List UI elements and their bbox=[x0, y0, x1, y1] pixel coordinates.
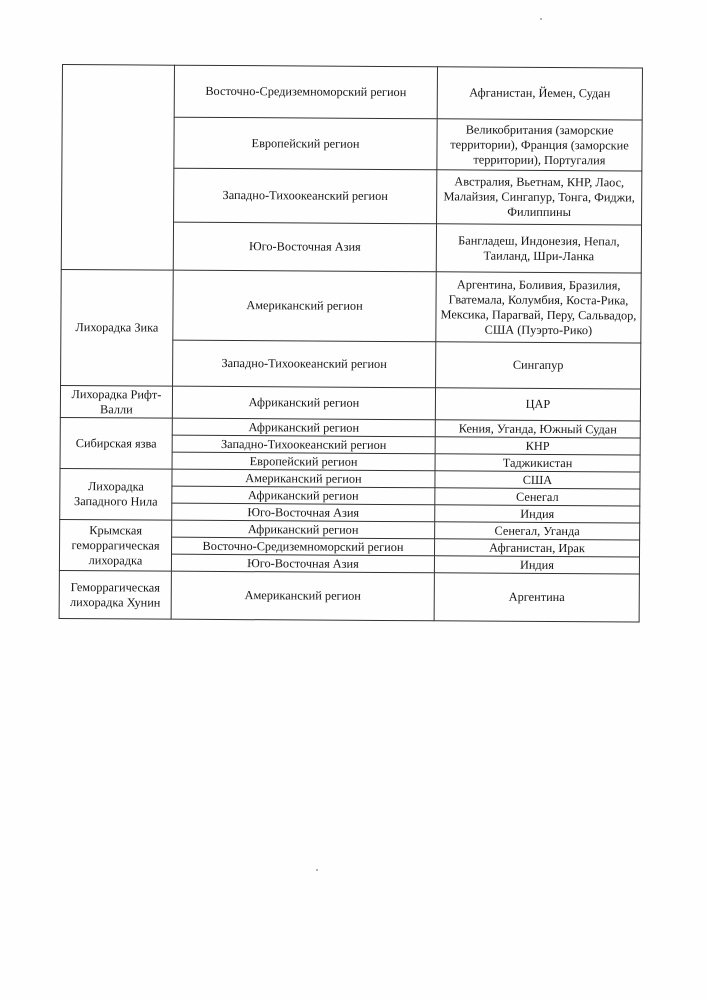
countries-cell: Индия bbox=[434, 556, 639, 574]
region-cell: Американский регион bbox=[171, 571, 434, 621]
countries-cell: Аргентина bbox=[434, 573, 639, 622]
table-row bbox=[59, 570, 639, 622]
region-cell: Юго-Восточная Азия bbox=[171, 554, 434, 573]
countries-cell: ЦАР bbox=[435, 388, 640, 421]
scan-speck bbox=[316, 869, 318, 871]
region-cell: Африканский регион bbox=[172, 386, 435, 420]
region-cell: Западно-Тихоокеанский регион bbox=[174, 168, 437, 224]
table-row bbox=[60, 385, 640, 421]
table-row bbox=[60, 519, 640, 540]
region-cell: Европейский регион bbox=[172, 452, 435, 471]
table-row bbox=[61, 269, 641, 343]
countries-cell: Афганистан, Ирак bbox=[435, 539, 640, 557]
countries-cell: Сенегал bbox=[435, 488, 640, 506]
table-row bbox=[62, 65, 642, 121]
disease-cell: Лихорадка Зика bbox=[61, 269, 174, 386]
countries-cell: Австралия, Вьетнам, КНР, Лаос, Малайзия, Сингапур, Тонга, Фиджи, Филиппины bbox=[437, 170, 642, 225]
countries-cell: КНР bbox=[435, 437, 640, 455]
disease-cell: Лихорадка Западного Нила bbox=[60, 468, 172, 520]
region-cell: Восточно-Средиземноморский регион bbox=[174, 65, 437, 119]
countries-cell: Индия bbox=[435, 505, 640, 523]
countries-cell: Великобритания (заморские территории), Франция (заморские территории), Португалия bbox=[437, 119, 642, 171]
table-row bbox=[60, 417, 640, 438]
disease-cell: Лихорадка Рифт-Валли bbox=[60, 385, 172, 418]
disease-cell bbox=[61, 65, 174, 271]
region-cell: Западно-Тихоокеанский регион bbox=[172, 435, 435, 454]
region-cell: Африканский регион bbox=[172, 486, 435, 505]
disease-cell: Крымская геморрагическая лихорадка bbox=[59, 519, 171, 571]
region-cell: Американский регион bbox=[172, 469, 435, 488]
disease-cell: Сибирская язва bbox=[60, 417, 172, 469]
countries-cell: США bbox=[435, 471, 640, 489]
disease-cell: Геморрагическая лихорадка Хунин bbox=[59, 570, 171, 619]
countries-cell: Бангладеш, Индонезия, Непал, Таиланд, Шри-Ланка bbox=[436, 224, 641, 273]
disease-region-table bbox=[59, 64, 643, 623]
countries-cell: Кения, Уганда, Южный Судан bbox=[435, 420, 640, 438]
table-row bbox=[60, 468, 640, 489]
countries-cell: Таджикистан bbox=[435, 454, 640, 472]
region-cell: Африканский регион bbox=[172, 418, 435, 437]
countries-cell: Афганистан, Йемен, Судан bbox=[437, 67, 642, 120]
region-cell: Юго-Восточная Азия bbox=[172, 503, 435, 522]
region-cell: Американский регион bbox=[173, 270, 436, 342]
region-cell: Африканский регион bbox=[172, 520, 435, 539]
region-cell: Западно-Тихоокеанский регион bbox=[173, 340, 436, 388]
scan-speck bbox=[540, 18, 542, 20]
countries-cell: Аргентина, Боливия, Бразилия, Гватемала, Колумбия, Коста-Рика, Мексика, Парагвай, Перу, Сальвадор, США (Пуэрто-Рико) bbox=[436, 272, 641, 343]
region-cell: Восточно-Средиземноморский регион bbox=[172, 537, 435, 556]
countries-cell: Сингапур bbox=[436, 342, 641, 389]
region-cell: Юго-Восточная Азия bbox=[173, 222, 436, 272]
countries-cell: Сенегал, Уганда bbox=[435, 522, 640, 540]
region-cell: Европейский регион bbox=[174, 117, 437, 170]
